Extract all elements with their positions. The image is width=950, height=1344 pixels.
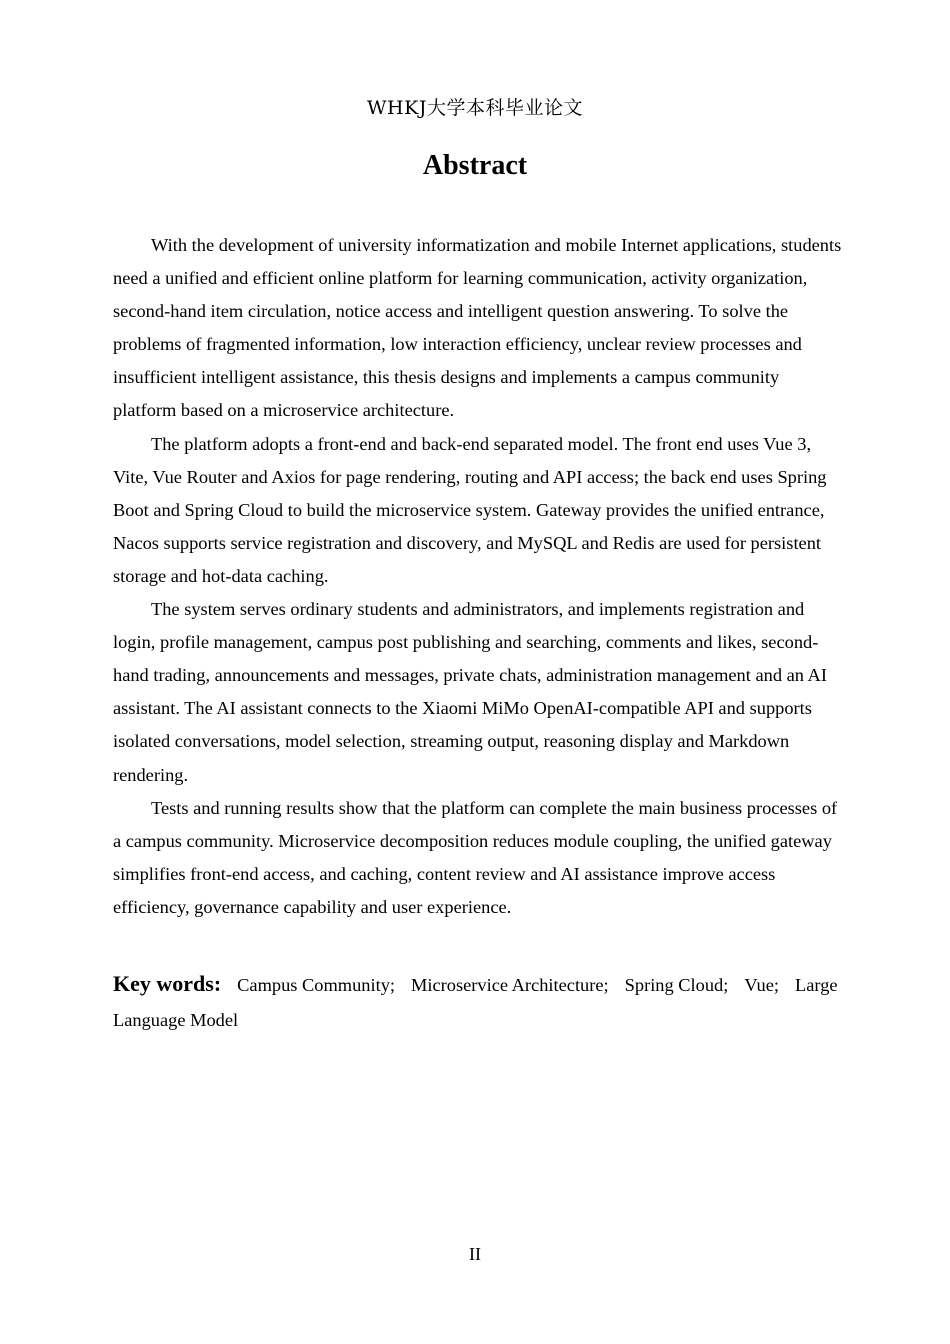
abstract-paragraph: Tests and running results show that the platform can complete the main business processes of a campus community. Microservice decomposition reduces module coupling, the unified gateway simplifies front-end access, and caching, content review and AI assistance improve access efficiency, governance capability and user experience. [113, 797, 838, 917]
keyword-item: Microservice Architecture; [411, 975, 609, 995]
keyword-item: Spring Cloud; [624, 975, 729, 995]
running-header: WHKJ大学本科毕业论文 [367, 97, 583, 119]
keyword-item: Large Language Model [113, 975, 838, 1030]
abstract-paragraph: The system serves ordinary students and administrators, and implements registration and login, profile management, campus post publishing and searching, comments and likes, second-hand trading, announcements and messages, private chats, administration management and an AI assistant. The AI assistant connects to the Xiaomi MiMo OpenAI-compatible API and supports isolated conversations, model selection, streaming output, reasoning display and Markdown rendering. [113, 599, 827, 785]
page-number: II [469, 1244, 481, 1264]
keywords-section [113, 966, 843, 1038]
keyword-item: Vue; [744, 975, 780, 995]
abstract-paragraph: With the development of university informatization and mobile Internet applications, students need a unified and efficient online platform for learning communication, activity organization, second-hand item circulation, notice access and intelligent question answering. To solve the problems of fragmented information, low interaction efficiency, unclear review processes and insufficient intelligent assistance, this thesis designs and implements a campus community platform based on a microservice architecture. [113, 235, 842, 421]
keyword-item: Campus Community; [237, 975, 396, 995]
abstract-title: Abstract [422, 150, 528, 181]
keywords-label: Key words: [113, 971, 222, 996]
abstract-paragraph: The platform adopts a front-end and back-end separated model. The front end uses Vue 3, Vite, Vue Router and Axios for page rendering, routing and API access; the back end uses Spring Boot and Spring Cloud to build the microservice system. Gateway provides the unified entrance, Nacos supports service registration and discovery, and MySQL and Redis are used for persistent storage and hot-data caching. [113, 433, 827, 586]
abstract-body [113, 229, 843, 924]
